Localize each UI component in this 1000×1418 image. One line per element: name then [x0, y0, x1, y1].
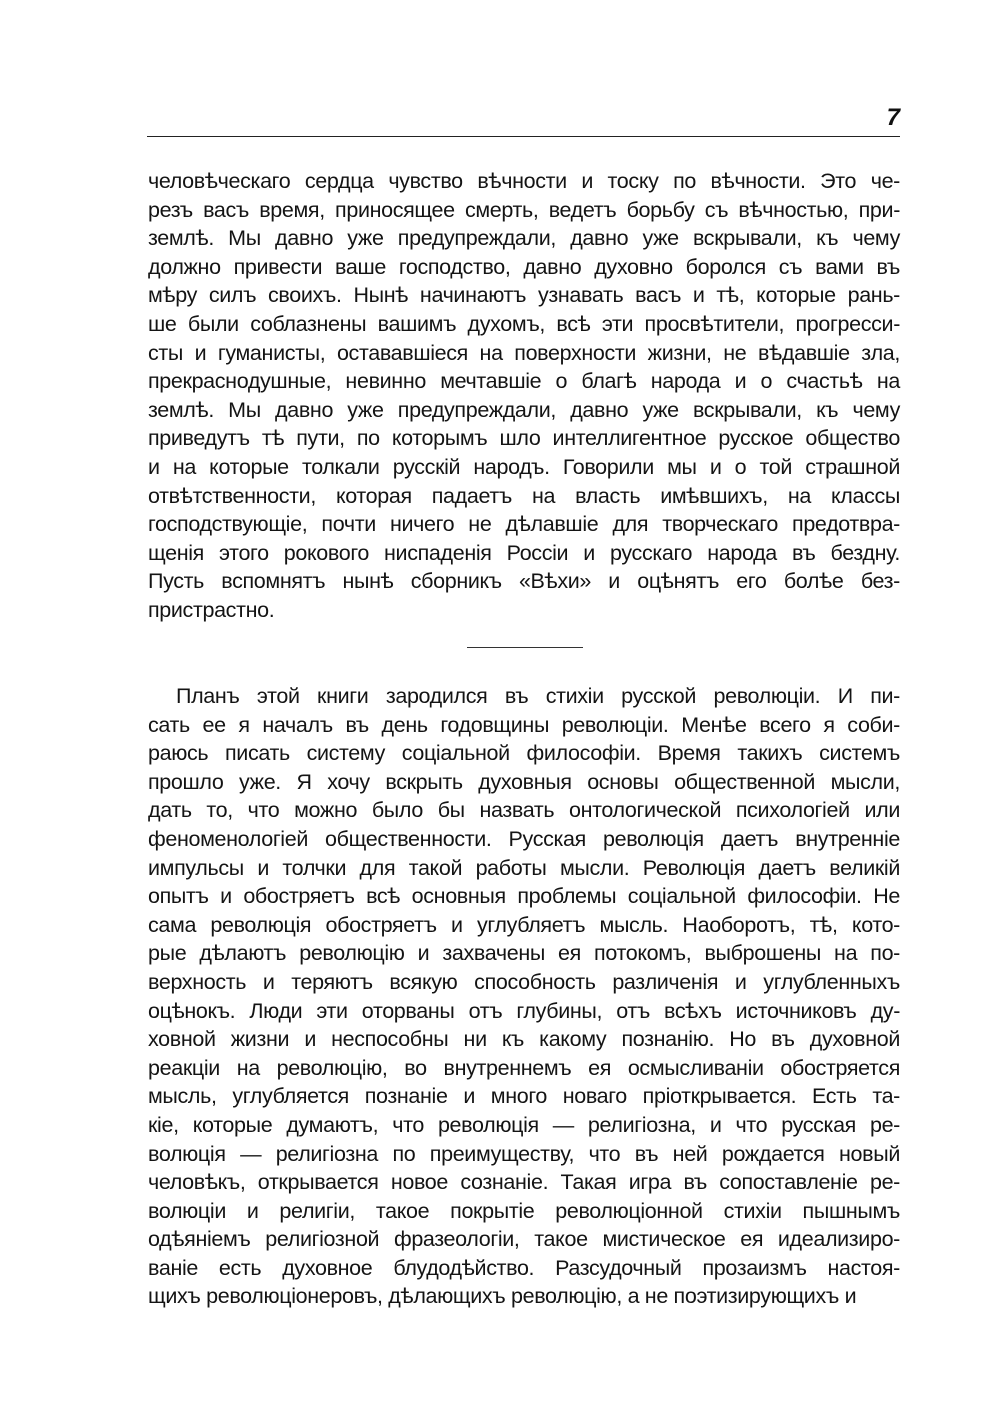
text-line: должно привести ваше господство, давно духовно боролся съ вами въ [148, 254, 900, 279]
text-line: Планъ этой книги зародился въ стихіи русской революціи. И пи- [176, 684, 900, 708]
text-line: Пусть вспомнятъ нынѣ сборникъ «Вѣхи» и оцѣнятъ его болѣе без- [148, 569, 900, 594]
paragraph-2 [148, 682, 900, 1311]
text-line: мысль, углубляется познаніе и много новаго пріоткрывается. Есть та- [148, 1084, 900, 1109]
text-line: реакціи на революцію, во внутреннемъ ея осмысливаніи обостряется [148, 1055, 900, 1080]
text-line: раюсь писать систему соціальной философіи. Время такихъ системъ [148, 741, 900, 766]
text-line: человѣческаго сердца чувство вѣчности и тоску по вѣчности. Это че- [148, 169, 900, 193]
text-line: волюція — религіозна по преимуществу, что въ ней рождается новый [148, 1141, 900, 1166]
text-line: щенія этого рокового ниспаденія Россіи и русскаго народа въ бездну. [148, 540, 900, 565]
text-line: прошло уже. Я хочу вскрыть духовныя основы общественной мысли, [148, 769, 900, 794]
text-line: землѣ. Мы давно уже предупреждали, давно уже вскрывали, къ чему [148, 226, 900, 251]
text-line: верхность и теряютъ всякую способность различенія и углубленныхъ [148, 969, 900, 994]
text-line: человѣкъ, открывается новое сознаніе. Такая игра въ сопоставленіе ре- [148, 1170, 900, 1195]
text-line: рые дѣлаютъ революцію и захвачены ея потокомъ, выброшены на по- [148, 941, 900, 966]
page-number: 7 [886, 104, 900, 131]
text-line: ваніе есть духовное блудодѣйство. Разсудочный прозаизмъ настоя- [148, 1255, 900, 1280]
paragraph-1 [148, 167, 900, 625]
text-line: волюціи и религіи, такое покрытіе революціонной стихіи пышнымъ [148, 1198, 900, 1223]
text-line: ховной жизни и неспособны ни къ какому познанію. Но въ духовной [148, 1027, 900, 1052]
text-line: щихъ революціонеровъ, дѣлающихъ революцію, а не поэтизирующихъ и [148, 1284, 857, 1309]
section-divider [467, 647, 583, 648]
text-line: и на которые толкали русскій народъ. Говорили мы и о той страшной [148, 454, 900, 479]
text-line: дать то, что можно было бы назвать онтологической психологіей или [148, 798, 900, 823]
text-line: ше были соблазнены вашимъ духомъ, всѣ эти просвѣтители, прогресси- [148, 311, 900, 336]
text-line: резъ васъ время, приносящее смерть, ведетъ борьбу съ вѣчностью, при- [148, 197, 900, 222]
text-line: одѣяніемъ религіозной фразеологіи, такое мистическое ея идеализиро- [148, 1227, 900, 1252]
text-line: сты и гуманисты, остававшіеся на поверхности жизни, не вѣдавшіе зла, [148, 340, 900, 365]
text-line: мѣру силъ своихъ. Нынѣ начинаютъ узнавать васъ и тѣ, которые рань- [148, 283, 900, 308]
text-line: приведутъ тѣ пути, по которымъ шло интеллигентное русское общество [148, 426, 900, 451]
text-line: землѣ. Мы давно уже предупреждали, давно уже вскрывали, къ чему [148, 397, 900, 422]
text-line: оцѣнокъ. Люди эти оторваны отъ глубины, отъ всѣхъ источниковъ ду- [148, 998, 900, 1023]
text-line: феноменологіей общественности. Русская революція даетъ внутренніе [148, 826, 900, 851]
text-line: сать ее я началъ въ день годовщины революціи. Менѣе всего я соби- [148, 712, 900, 737]
header-rule [147, 136, 900, 137]
text-line: прекраснодушные, невинно мечтавшіе о благѣ народа и о счастьѣ на [148, 369, 900, 394]
text-line: кіе, которые думаютъ, что революція — религіозна, и что русская ре- [148, 1112, 900, 1137]
text-line: господствующіе, почти ничего не дѣлавшіе для творческаго предотвра- [148, 512, 900, 537]
text-line: отвѣтственности, которая падаетъ на власть имѣвшихъ, на классы [148, 483, 900, 508]
text-line: опытъ и обостряетъ всѣ основныя проблемы соціальной философіи. Не [148, 884, 900, 909]
text-line: пристрастно. [148, 597, 275, 622]
text-line: импульсы и толчки для такой работы мысли. Революція даетъ великій [148, 855, 900, 880]
text-line: сама революція обостряетъ и углубляетъ мысль. Наоборотъ, тѣ, кото- [148, 912, 900, 937]
